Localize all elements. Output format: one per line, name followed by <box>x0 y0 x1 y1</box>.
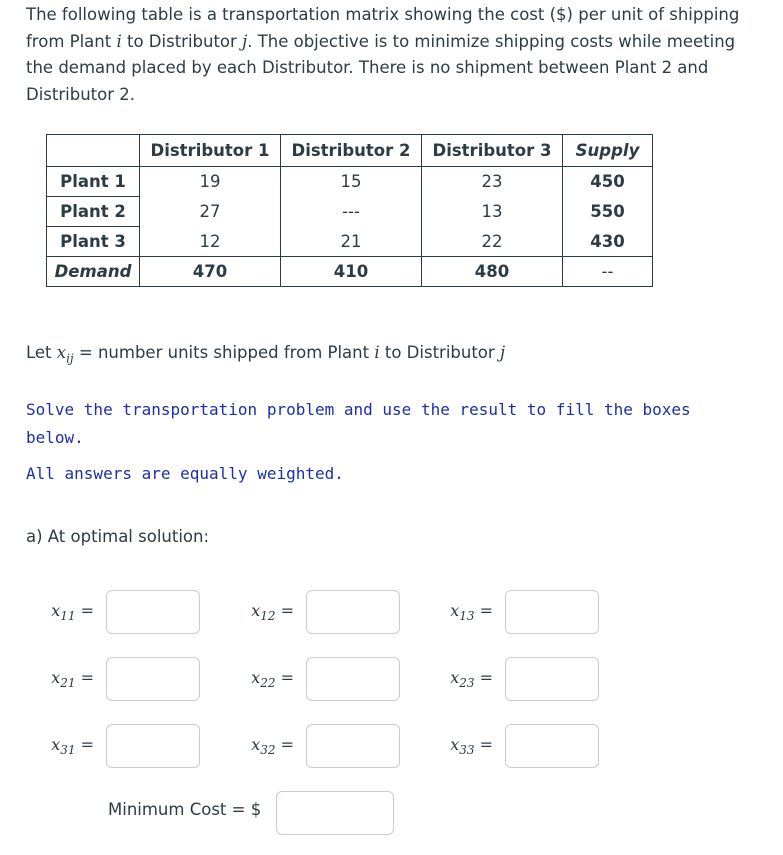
supply-cell: 550 <box>563 197 653 227</box>
row-label-plant-3: Plant 3 <box>47 227 140 257</box>
table-row <box>47 227 653 257</box>
row-label-plant-1: Plant 1 <box>47 167 140 197</box>
x33-input[interactable] <box>505 724 599 768</box>
x12-input[interactable] <box>306 590 400 634</box>
x21-input[interactable] <box>106 657 200 701</box>
var-x13-label: $x_{13}$ = <box>450 601 493 624</box>
demand-cell: 470 <box>140 257 281 287</box>
table-corner-cell <box>47 135 140 167</box>
cost-cell: --- <box>281 197 422 227</box>
demand-cell: 480 <box>422 257 563 287</box>
x11-input[interactable] <box>106 590 200 634</box>
minimum-cost-label: Minimum Cost = $ <box>108 800 262 819</box>
header-distributor-2: Distributor 2 <box>281 135 422 167</box>
demand-cell: 410 <box>281 257 422 287</box>
demand-cell: -- <box>563 257 653 287</box>
x31-input[interactable] <box>106 724 200 768</box>
table-row <box>47 167 653 197</box>
x22-input[interactable] <box>306 657 400 701</box>
table-row <box>47 257 653 287</box>
table-header-row <box>47 135 653 167</box>
instruction-solve: Solve the transportation problem and use the result to fill the boxes below. <box>26 400 691 447</box>
variable-definition: Let $x_{ij}$ = number units shipped from Plant i to Distributor j <box>26 343 506 366</box>
cost-cell: 13 <box>422 197 563 227</box>
supply-cell: 450 <box>563 167 653 197</box>
row-label-demand: Demand <box>47 257 140 287</box>
part-a-label: a) At optimal solution: <box>26 527 210 546</box>
x13-input[interactable] <box>505 590 599 634</box>
cost-cell: 27 <box>140 197 281 227</box>
cost-cell: 21 <box>281 227 422 257</box>
cost-cell: 22 <box>422 227 563 257</box>
supply-cell: 430 <box>563 227 653 257</box>
row-label-plant-2: Plant 2 <box>47 197 140 227</box>
header-distributor-1: Distributor 1 <box>140 135 281 167</box>
problem-intro: The following table is a transportation matrix showing the cost ($) per unit of shipping from Plant i to Distributor j. The objective is to minimize shipping costs while meeting the demand placed by each Distributor. There is no shipment between Plant 2 and Distributor 2. <box>26 5 740 104</box>
header-supply: Supply <box>563 135 653 167</box>
x23-input[interactable] <box>505 657 599 701</box>
cost-cell: 23 <box>422 167 563 197</box>
var-x23-label: $x_{23}$ = <box>450 668 493 691</box>
cost-cell: 19 <box>140 167 281 197</box>
cost-cell: 15 <box>281 167 422 197</box>
transportation-matrix <box>46 134 653 287</box>
cost-cell: 12 <box>140 227 281 257</box>
var-x12-label: $x_{12}$ = <box>251 601 294 624</box>
x32-input[interactable] <box>306 724 400 768</box>
var-x21-label: $x_{21}$ = <box>51 668 94 691</box>
header-distributor-3: Distributor 3 <box>422 135 563 167</box>
var-x31-label: $x_{31}$ = <box>51 735 94 758</box>
instruction-weighting: All answers are equally weighted. <box>26 464 344 483</box>
var-x32-label: $x_{32}$ = <box>251 735 294 758</box>
var-x22-label: $x_{22}$ = <box>251 668 294 691</box>
var-x33-label: $x_{33}$ = <box>450 735 493 758</box>
minimum-cost-input[interactable] <box>276 791 394 835</box>
var-x11-label: $x_{11}$ = <box>51 601 94 624</box>
table-row <box>47 197 653 227</box>
